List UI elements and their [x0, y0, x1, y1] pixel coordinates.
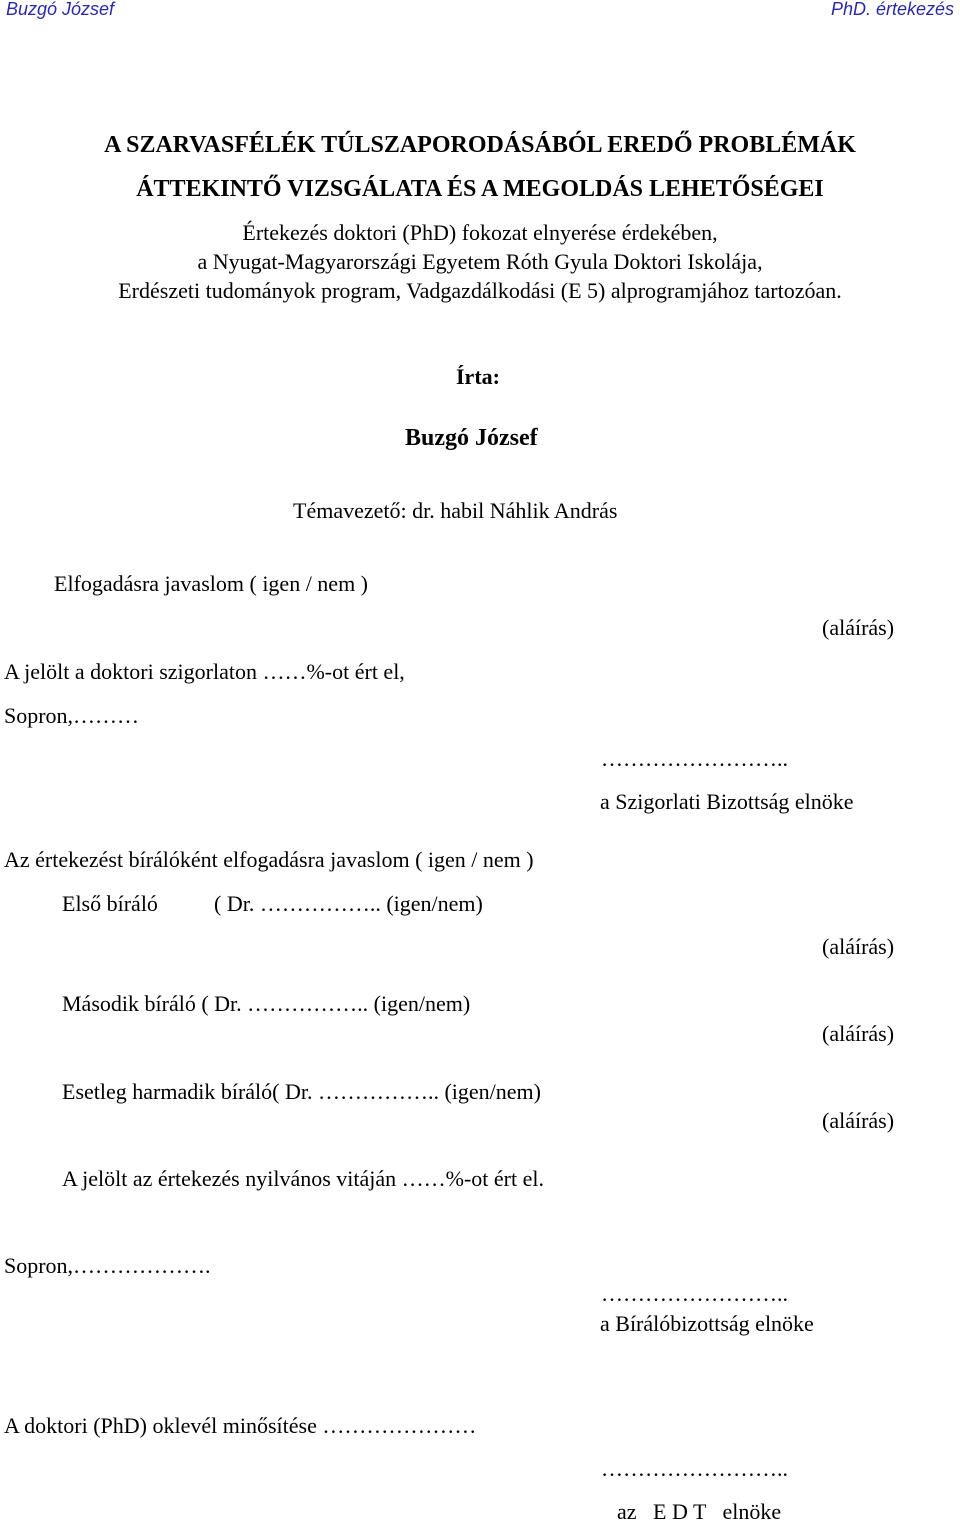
edt-chair-title: az E D T elnöke: [617, 1499, 782, 1524]
first-reviewer-label: Első bíráló: [62, 891, 158, 916]
exam-result: A jelölt a doktori szigorlaton ……%-ot ért el,: [4, 659, 405, 684]
subtitle-line-3: Erdészeti tudományok program, Vadgazdálkodási (E 5) alprogramjához tartozóan.: [118, 278, 842, 303]
acceptance-proposal: Elfogadásra javaslom ( igen / nem ): [54, 571, 369, 596]
subtitle-line-1: Értekezés doktori (PhD) fokozat elnyerése érdekében,: [242, 220, 718, 245]
committee-place-date: Sopron,……………….: [4, 1253, 211, 1278]
header-doc-type: PhD. értekezés: [830, 0, 954, 19]
committee-chair-title: a Bírálóbizottság elnöke: [600, 1311, 814, 1336]
thesis-title-line-1: A SZARVASFÉLÉK TÚLSZAPORODÁSÁBÓL EREDŐ PROBLÉMÁK: [104, 132, 856, 158]
author-label: Írta:: [456, 364, 500, 389]
thesis-title-line-2: ÁTTEKINTŐ VIZSGÁLATA ÉS A MEGOLDÁS LEHETŐSÉGEI: [136, 176, 824, 202]
subtitle-line-2: a Nyugat-Magyarországi Egyetem Róth Gyula Doktori Iskolája,: [197, 249, 763, 274]
debate-result: A jelölt az értekezés nyilvános vitáján ……%-ot ért el.: [62, 1166, 545, 1191]
author-name: Buzgó József: [405, 425, 538, 451]
third-reviewer: Esetleg harmadik bíráló( Dr. …………….. (igen/nem): [62, 1079, 541, 1104]
exam-chair-title: a Szigorlati Bizottság elnöke: [600, 789, 854, 814]
edt-chair-dots: ……………………..: [601, 1456, 788, 1481]
header-author: Buzgó József: [6, 0, 115, 19]
exam-chair-dots: ……………………..: [601, 746, 788, 771]
first-reviewer-value: ( Dr. …………….. (igen/nem): [214, 891, 483, 916]
reviewers-intro: Az értekezést bírálóként elfogadásra javaslom ( igen / nem ): [4, 847, 534, 872]
signature-line-supervisor: (aláírás): [822, 615, 895, 640]
diploma-rating: A doktori (PhD) oklevél minősítése …………………: [4, 1413, 477, 1438]
first-reviewer-signature: (aláírás): [822, 934, 895, 959]
exam-place-date: Sopron,………: [4, 703, 140, 728]
third-reviewer-signature: (aláírás): [822, 1108, 895, 1133]
second-reviewer-signature: (aláírás): [822, 1021, 895, 1046]
second-reviewer: Második bíráló ( Dr. …………….. (igen/nem): [62, 991, 471, 1016]
supervisor: Témavezető: dr. habil Náhlik András: [293, 498, 618, 523]
committee-chair-dots: ……………………..: [601, 1281, 788, 1306]
